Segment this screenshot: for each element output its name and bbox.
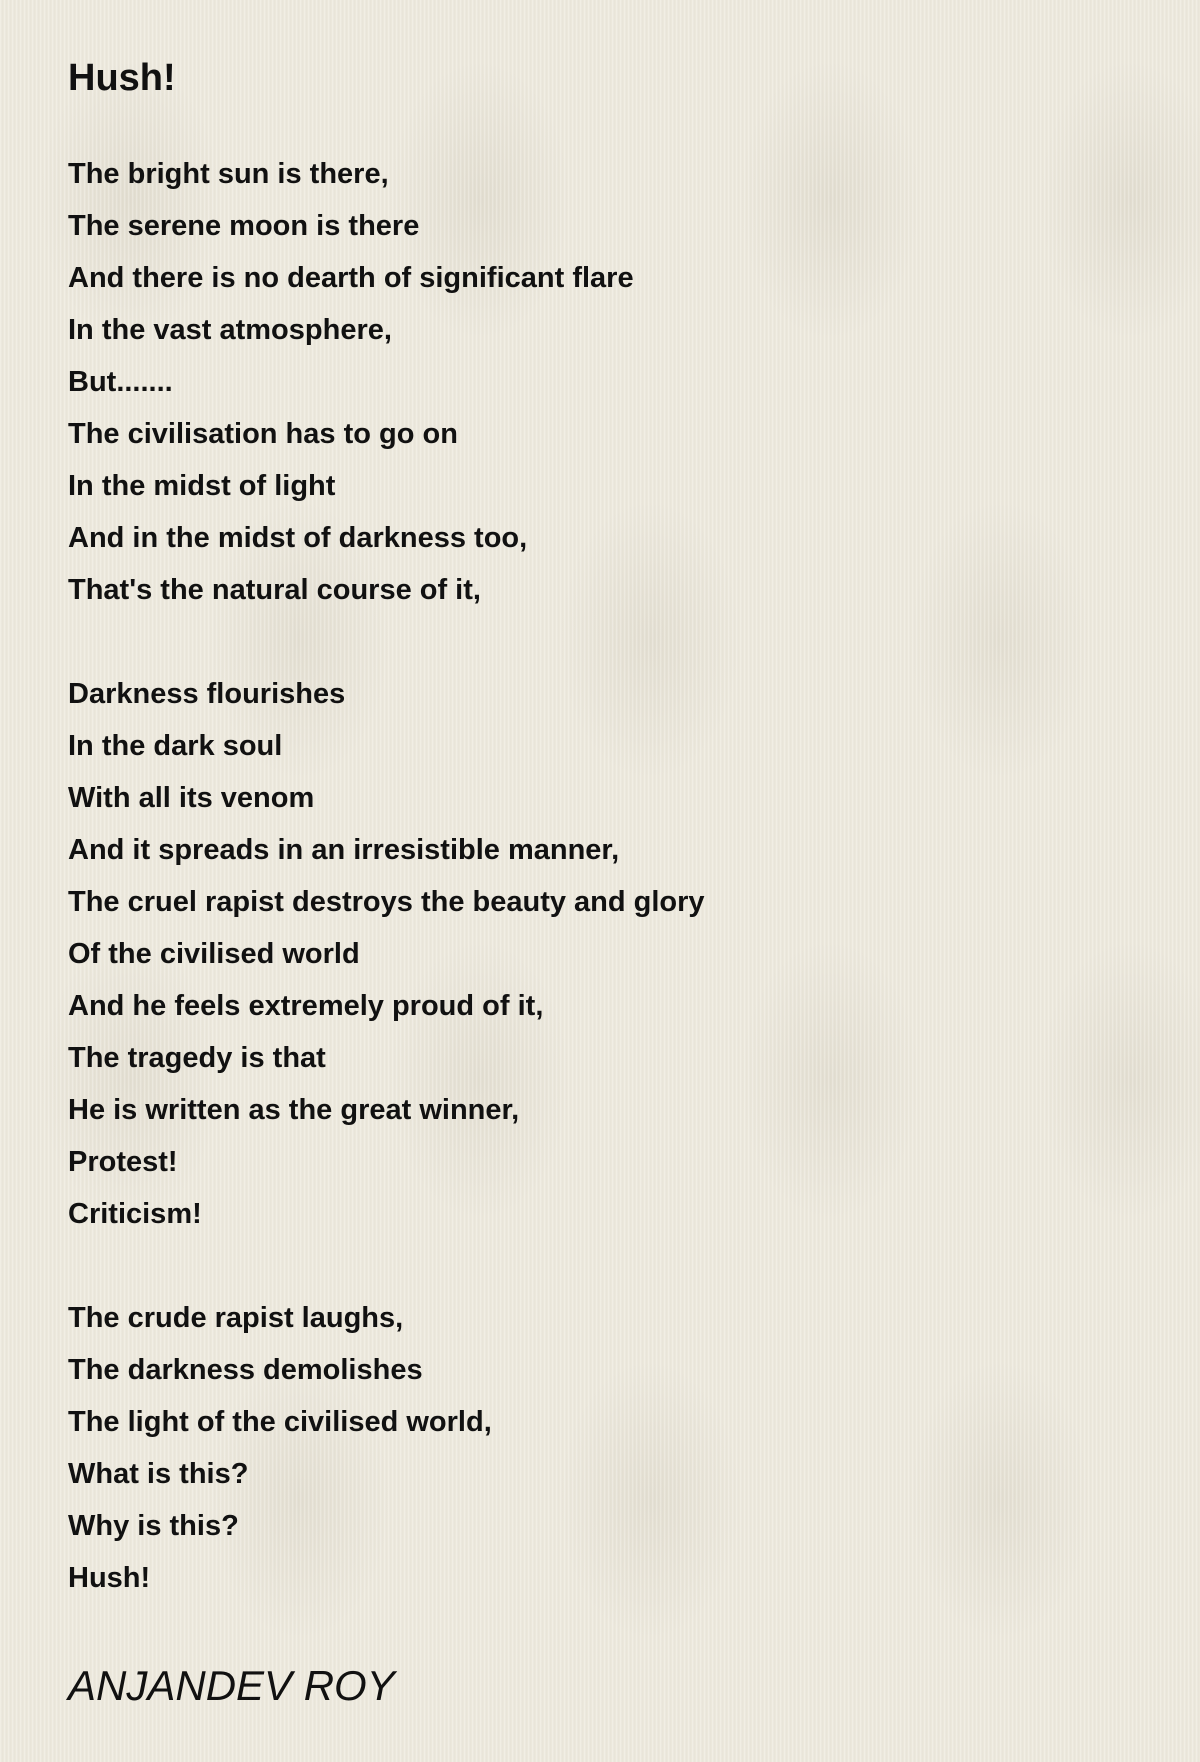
poem-line: In the vast atmosphere, <box>68 314 392 346</box>
poem-body <box>68 148 705 1656</box>
poem-line: And he feels extremely proud of it, <box>68 990 544 1022</box>
poem-line: And it spreads in an irresistible manner, <box>68 834 620 866</box>
poem-line: The bright sun is there, <box>68 158 389 190</box>
stanza-3 <box>68 1292 705 1604</box>
poem-line: The darkness demolishes <box>68 1354 423 1386</box>
stanza-1 <box>68 148 705 616</box>
poem-line: Protest! <box>68 1146 178 1178</box>
poem-line: The crude rapist laughs, <box>68 1302 404 1334</box>
poem-line: What is this? <box>68 1458 249 1490</box>
poem-line: In the midst of light <box>68 470 336 502</box>
poem-line: The light of the civilised world, <box>68 1406 492 1438</box>
poem-line: And there is no dearth of significant flare <box>68 262 634 294</box>
poem-line: The serene moon is there <box>68 210 420 242</box>
poem-line: Why is this? <box>68 1510 239 1542</box>
stanza-2 <box>68 668 705 1240</box>
poem-line: With all its venom <box>68 782 315 814</box>
poem-line: The civilisation has to go on <box>68 418 458 450</box>
poem-line: He is written as the great winner, <box>68 1094 520 1126</box>
poem-line: Of the civilised world <box>68 938 360 970</box>
poem-line: In the dark soul <box>68 730 283 762</box>
poem-page <box>68 50 1148 1594</box>
poem-line: Darkness flourishes <box>68 678 346 710</box>
poem-title: Hush! <box>68 57 176 99</box>
poem-line: The cruel rapist destroys the beauty and glory <box>68 886 705 918</box>
poem-line: Hush! <box>68 1562 151 1594</box>
poem-line: The tragedy is that <box>68 1042 326 1074</box>
poem-line: Criticism! <box>68 1198 202 1230</box>
poem-line: That's the natural course of it, <box>68 574 481 606</box>
author-name: ANJANDEV ROY <box>68 1662 395 1709</box>
poem-line: But....... <box>68 366 173 398</box>
poem-line: And in the midst of darkness too, <box>68 522 528 554</box>
